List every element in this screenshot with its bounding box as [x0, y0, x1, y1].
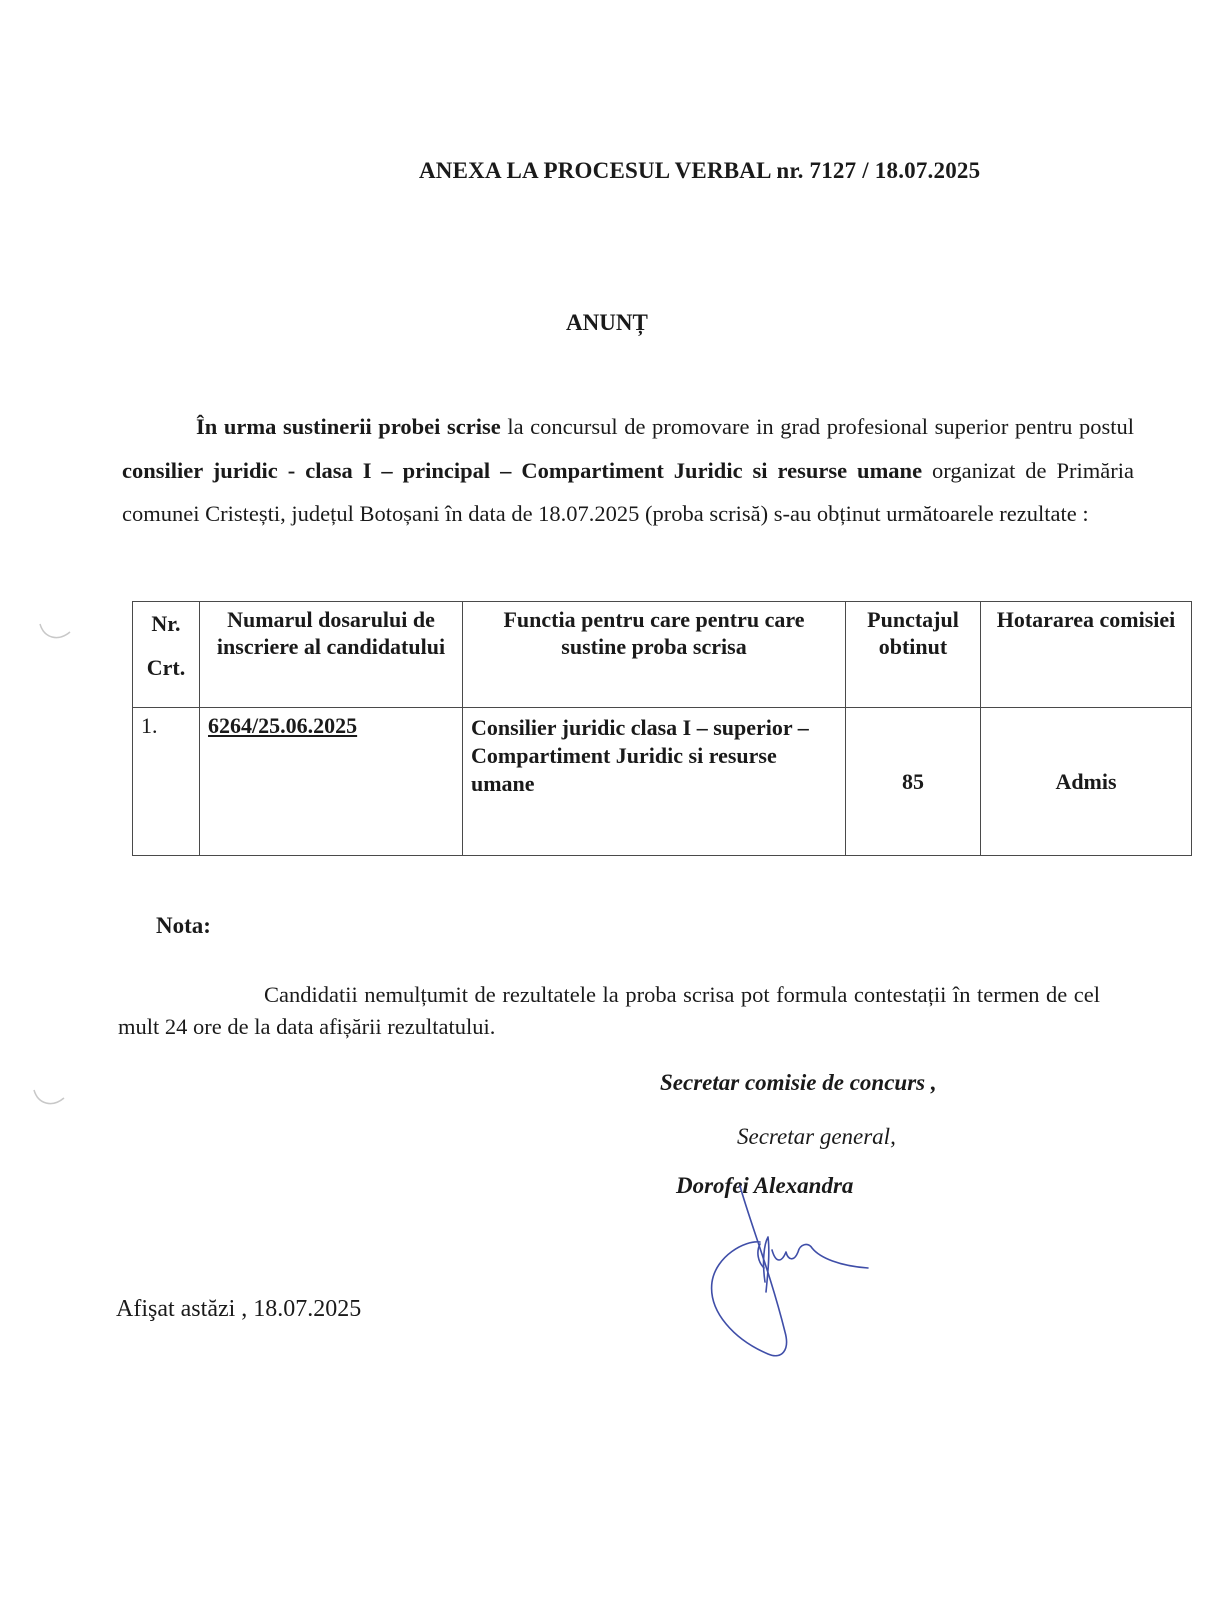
note-paragraph	[118, 979, 1100, 1043]
header-functia: Functia pentru care pentru care sustine proba scrisa	[463, 602, 846, 708]
cell-punctaj: 85	[846, 708, 981, 856]
punch-hole-mark-icon	[36, 618, 76, 648]
note-title: Nota:	[156, 913, 211, 938]
intro-text-1: la concursul de promovare in grad profesional superior pentru postul	[500, 414, 1134, 439]
table-header-row	[133, 602, 1192, 708]
punch-hole-mark-icon	[30, 1084, 70, 1114]
note-text: Candidatii nemulțumit de rezultatele la proba scrisa pot formula contestații în termen de cel mult 24 ore de la data afișării rezultatului.	[118, 982, 1100, 1039]
intro-paragraph	[122, 405, 1134, 536]
header-nr: Nr. Crt.	[133, 602, 200, 708]
announcement-title: ANUNȚ	[566, 310, 648, 335]
cell-dosar: 6264/25.06.2025	[200, 708, 463, 856]
posted-date: Afişat astăzi , 18.07.2025	[116, 1296, 362, 1322]
intro-bold-lead: În urma sustinerii probei scrise	[196, 414, 501, 439]
header-punctaj: Punctajul obtinut	[846, 602, 981, 708]
handwritten-signature-icon	[690, 1182, 890, 1372]
signature-role-commission: Secretar comisie de concurs ,	[660, 1070, 937, 1095]
results-table	[132, 601, 1192, 856]
header-hotarare: Hotararea comisiei	[981, 602, 1192, 708]
table-row	[133, 708, 1192, 856]
cell-hotarare: Admis	[981, 708, 1192, 856]
header-dosar: Numarul dosarului de inscriere al candidatului	[200, 602, 463, 708]
signature-role-general: Secretar general,	[737, 1124, 896, 1149]
intro-text-2: organizat de Primăria comunei Cristești, județul Botoșani în data de 18.07.2025 (proba scrisă) s-au obținut următoarele rezultate :	[122, 457, 1134, 526]
cell-nr: 1.	[133, 708, 200, 856]
annex-title: ANEXA LA PROCESUL VERBAL nr. 7127 / 18.07.2025	[419, 158, 981, 183]
signature-name: Dorofei Alexandra	[676, 1173, 854, 1198]
intro-position: consilier juridic - clasa I – principal – Compartiment Juridic si resurse umane	[122, 457, 923, 483]
cell-functia: Consilier juridic clasa I – superior – Compartiment Juridic si resurse umane	[463, 708, 846, 856]
